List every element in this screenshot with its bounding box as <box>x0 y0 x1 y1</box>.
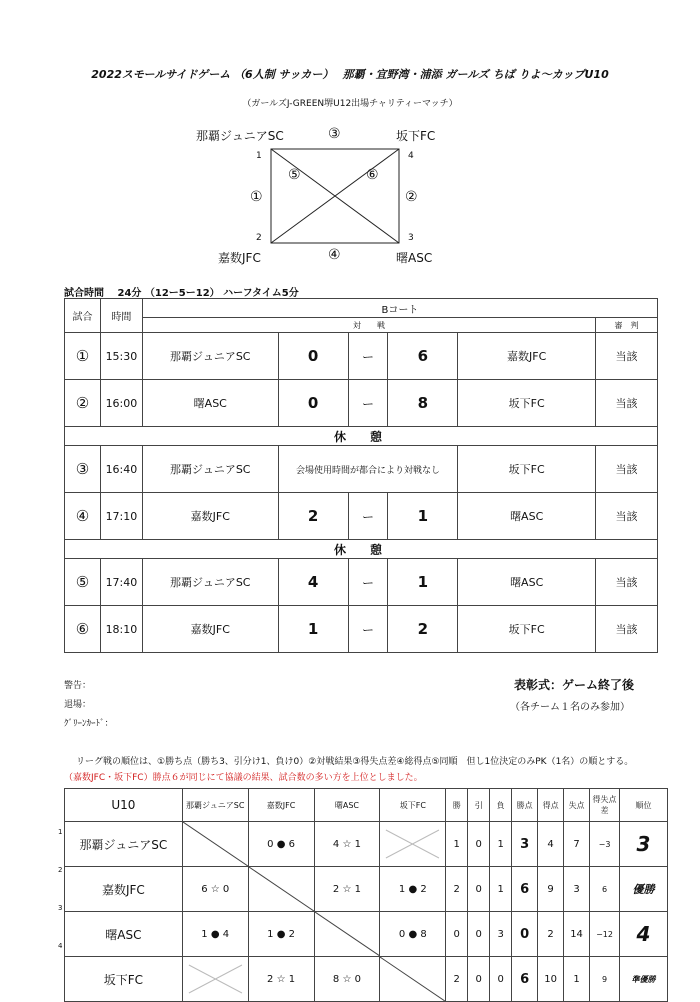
result-cell: 8 ☆ 0 <box>314 957 380 1002</box>
score-dash: ー <box>348 493 388 540</box>
diagram-team-top-left: 那覇ジュニアSC <box>196 129 284 143</box>
home-score: 0 <box>278 333 348 380</box>
draws: 0 <box>468 912 490 957</box>
result-cell: 1 ● 2 <box>380 867 446 912</box>
schedule-row <box>65 493 658 540</box>
match-number: ④ <box>65 493 101 540</box>
result-cell: 2 ☆ 1 <box>248 957 314 1002</box>
match-number: ⑥ <box>65 606 101 653</box>
result-cell: 2 ☆ 1 <box>314 867 380 912</box>
header-time: 時間 <box>100 299 142 333</box>
home-score: 1 <box>278 606 348 653</box>
schedule-row <box>65 446 658 493</box>
row-number: 2 <box>58 866 63 874</box>
schedule-row <box>65 380 658 427</box>
away-score: 1 <box>388 559 458 606</box>
result-cell: 0 ● 6 <box>248 822 314 867</box>
wins: 2 <box>446 957 468 1002</box>
goals-for: 2 <box>538 912 564 957</box>
schedule-row <box>65 559 658 606</box>
goals-against: 1 <box>564 957 590 1002</box>
result-cell: 1 ● 2 <box>248 912 314 957</box>
column-draws: 引 <box>468 789 490 822</box>
diagram-team-bottom-left: 嘉数JFC <box>218 251 261 265</box>
break-label: 休 憩 <box>65 427 658 446</box>
away-team: 曙ASC <box>458 493 596 540</box>
match-diagram <box>270 148 400 244</box>
schedule-row <box>65 606 658 653</box>
page-title: 2022スモールサイドゲーム （6人制 サッカー） 那覇・宜野湾・浦添 ガールズ ちば りよ～カップU10 <box>91 68 609 81</box>
home-score: 4 <box>278 559 348 606</box>
home-team: 嘉数JFC <box>142 606 278 653</box>
column-team: 曙ASC <box>314 789 380 822</box>
diagram-match-3: ③ <box>328 126 341 142</box>
team-name: 坂下FC <box>65 957 183 1002</box>
ranking-note: （嘉数JFC・坂下FC）勝点６が同じにて協議の結果、試合数の多い方を上位としました。 <box>64 773 423 783</box>
column-team: 嘉数JFC <box>248 789 314 822</box>
match-time: 15:30 <box>100 333 142 380</box>
break-row <box>65 540 658 559</box>
match-number: ③ <box>65 446 101 493</box>
rank: 4 <box>620 912 668 957</box>
row-number: 3 <box>58 904 63 912</box>
column-losses: 負 <box>490 789 512 822</box>
wins: 1 <box>446 822 468 867</box>
points: 6 <box>512 957 538 1002</box>
diagram-corner-2: 2 <box>256 233 262 243</box>
result-cell: 0 ● 8 <box>380 912 446 957</box>
ejection-label: 退場： <box>64 700 92 710</box>
result-cell: 1 ● 4 <box>182 912 248 957</box>
losses: 1 <box>490 822 512 867</box>
league-label: U10 <box>65 789 183 822</box>
column-rank: 順位 <box>620 789 668 822</box>
points: 0 <box>512 912 538 957</box>
column-wins: 勝 <box>446 789 468 822</box>
column-goal-diff: 得失点差 <box>590 789 620 822</box>
match-time: 17:10 <box>100 493 142 540</box>
goals-for: 9 <box>538 867 564 912</box>
away-team: 曙ASC <box>458 559 596 606</box>
team-name: 曙ASC <box>65 912 183 957</box>
column-team: 那覇ジュニアSC <box>182 789 248 822</box>
column-points: 勝点 <box>512 789 538 822</box>
goals-against: 3 <box>564 867 590 912</box>
league-row <box>65 957 668 1002</box>
referee: 当該 <box>596 493 658 540</box>
diagram-corner-3: 3 <box>408 233 414 243</box>
break-row <box>65 427 658 446</box>
home-team: 那覇ジュニアSC <box>142 559 278 606</box>
away-score: 1 <box>388 493 458 540</box>
score-dash: ー <box>348 559 388 606</box>
team-name: 那覇ジュニアSC <box>65 822 183 867</box>
result-cell: 4 ☆ 1 <box>314 822 380 867</box>
goal-diff: 6 <box>590 867 620 912</box>
self-match-cell <box>182 822 248 867</box>
diagram-corner-4: 4 <box>408 151 414 161</box>
warning-label: 警告： <box>64 681 92 691</box>
match-note: 会場使用時間が都合により対戦なし <box>278 446 458 493</box>
match-number: ② <box>65 380 101 427</box>
referee: 当該 <box>596 606 658 653</box>
away-score: 2 <box>388 606 458 653</box>
award-detail: （各チーム１名のみ参加） <box>510 702 630 713</box>
match-time: 16:40 <box>100 446 142 493</box>
referee: 当該 <box>596 380 658 427</box>
schedule-row <box>65 333 658 380</box>
self-match-cell <box>380 957 446 1002</box>
column-team: 坂下FC <box>380 789 446 822</box>
match-time: 18:10 <box>100 606 142 653</box>
diagram-corner-1: 1 <box>256 151 262 161</box>
draws: 0 <box>468 957 490 1002</box>
header-vs: 対 戦 <box>142 318 595 333</box>
draws: 0 <box>468 822 490 867</box>
home-team: 那覇ジュニアSC <box>142 446 278 493</box>
result-cell: 6 ☆ 0 <box>182 867 248 912</box>
diagram-match-1: ① <box>250 189 263 205</box>
referee: 当該 <box>596 446 658 493</box>
goal-diff: −3 <box>590 822 620 867</box>
schedule-header-row <box>65 299 658 318</box>
row-number: 4 <box>58 942 63 950</box>
home-team: 曙ASC <box>142 380 278 427</box>
cancelled-match-cell <box>182 957 248 1002</box>
wins: 0 <box>446 912 468 957</box>
match-time: 17:40 <box>100 559 142 606</box>
self-match-cell <box>314 912 380 957</box>
match-time: 16:00 <box>100 380 142 427</box>
losses: 3 <box>490 912 512 957</box>
goals-against: 7 <box>564 822 590 867</box>
away-team: 坂下FC <box>458 446 596 493</box>
goal-diff: 9 <box>590 957 620 1002</box>
row-number: 1 <box>58 828 63 836</box>
home-team: 那覇ジュニアSC <box>142 333 278 380</box>
score-dash: ー <box>348 380 388 427</box>
away-team: 坂下FC <box>458 606 596 653</box>
away-score: 8 <box>388 380 458 427</box>
match-info: 試合時間 24分 （12ー5ー12） ハーフタイム5分 <box>64 288 299 299</box>
diagram-match-4: ④ <box>328 247 341 263</box>
score-dash: ー <box>348 606 388 653</box>
goals-for: 10 <box>538 957 564 1002</box>
points: 3 <box>512 822 538 867</box>
schedule-table <box>64 298 658 653</box>
losses: 0 <box>490 957 512 1002</box>
rank: 準優勝 <box>620 957 668 1002</box>
wins: 2 <box>446 867 468 912</box>
column-goals-for: 得点 <box>538 789 564 822</box>
referee: 当該 <box>596 559 658 606</box>
rank: 優勝 <box>620 867 668 912</box>
rank: 3 <box>620 822 668 867</box>
home-team: 嘉数JFC <box>142 493 278 540</box>
draws: 0 <box>468 867 490 912</box>
score-dash: ー <box>348 333 388 380</box>
goals-against: 14 <box>564 912 590 957</box>
green-card-label: ｸﾞﾘｰﾝｶｰﾄﾞ： <box>64 719 114 729</box>
league-row <box>65 822 668 867</box>
points: 6 <box>512 867 538 912</box>
diagram-match-6: ⑥ <box>366 167 379 183</box>
away-team: 嘉数JFC <box>458 333 596 380</box>
losses: 1 <box>490 867 512 912</box>
league-table <box>64 788 668 1002</box>
match-number: ⑤ <box>65 559 101 606</box>
diagram-team-top-right: 坂下FC <box>396 129 436 143</box>
away-score: 6 <box>388 333 458 380</box>
diagram-match-5: ⑤ <box>288 167 301 183</box>
ranking-rules: リーグ戦の順位は、①勝ち点（勝ち3、引分け1、負け0）②対戦結果③得失点差④総得点⑤同順 但し1位決定のみPK（1名）の順とする。 <box>76 757 634 767</box>
page-subtitle: （ガールズJ-GREEN堺U12出場チャリティーマッチ） <box>242 99 458 109</box>
league-row <box>65 912 668 957</box>
award-title: 表彰式：ゲーム終了後 <box>514 678 635 692</box>
goals-for: 4 <box>538 822 564 867</box>
diagram-team-bottom-right: 曙ASC <box>396 251 433 265</box>
diagram-match-2: ② <box>405 189 418 205</box>
match-number: ① <box>65 333 101 380</box>
home-score: 0 <box>278 380 348 427</box>
league-row <box>65 867 668 912</box>
team-name: 嘉数JFC <box>65 867 183 912</box>
header-referee: 審 判 <box>596 318 658 333</box>
self-match-cell <box>248 867 314 912</box>
break-label: 休 憩 <box>65 540 658 559</box>
away-team: 坂下FC <box>458 380 596 427</box>
header-match: 試合 <box>65 299 101 333</box>
cancelled-match-cell <box>380 822 446 867</box>
league-header-row <box>65 789 668 822</box>
goal-diff: −12 <box>590 912 620 957</box>
referee: 当該 <box>596 333 658 380</box>
home-score: 2 <box>278 493 348 540</box>
column-goals-against: 失点 <box>564 789 590 822</box>
header-court: Bコート <box>142 299 657 318</box>
